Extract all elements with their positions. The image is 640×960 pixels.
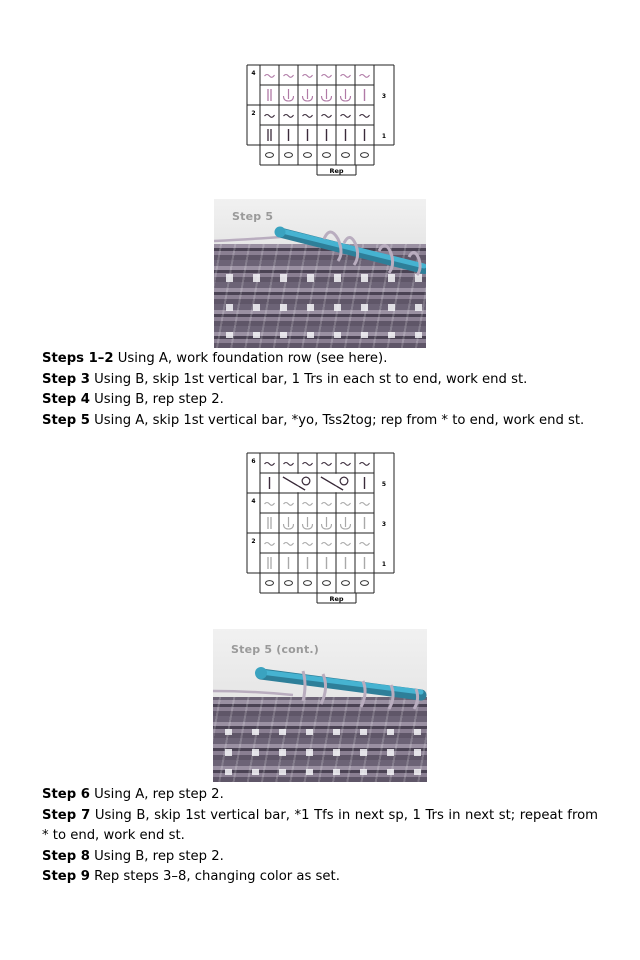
step-text: Using A, rep step 2. bbox=[89, 787, 224, 802]
row-number: 3 bbox=[381, 521, 387, 528]
step-text: Using B, skip 1st vertical bar, *1 Tfs in next sp, 1 Trs in next st; repeat from * to end, work end st. bbox=[42, 807, 598, 843]
repeat-label: Rep bbox=[329, 595, 344, 603]
row-number: 1 bbox=[381, 133, 387, 140]
step-text: Using A, work foundation row (see here). bbox=[113, 351, 388, 366]
row-number: 3 bbox=[381, 93, 387, 100]
row-number: 4 bbox=[251, 498, 256, 505]
step-label: Step 6 bbox=[42, 787, 90, 802]
step-label: Step 9 bbox=[42, 869, 90, 884]
stitch-chart-2 bbox=[247, 453, 396, 607]
step-item bbox=[42, 349, 598, 370]
step-label: Step 7 bbox=[42, 807, 91, 823]
repeat-label: Rep bbox=[329, 167, 344, 175]
step-item bbox=[42, 847, 598, 868]
row-number: 6 bbox=[251, 458, 256, 465]
step-label: Step 5 bbox=[42, 412, 90, 428]
step-item bbox=[42, 806, 598, 847]
step-text: Using B, rep step 2. bbox=[89, 392, 224, 407]
instructions-block-1 bbox=[42, 349, 598, 431]
step-label: Step 8 bbox=[42, 848, 90, 864]
step-item bbox=[42, 370, 598, 391]
step-text: Using B, skip 1st vertical bar, 1 Trs in each st to end, work end st. bbox=[89, 371, 528, 387]
step-label: Step 4 bbox=[42, 392, 90, 407]
step-label: Step 3 bbox=[42, 371, 90, 387]
step-text: Using A, skip 1st vertical bar, *yo, Tss2tog; rep from * to end, work end st. bbox=[89, 412, 585, 428]
step-item bbox=[42, 390, 598, 411]
step-text: Rep steps 3–8, changing color as set. bbox=[89, 869, 340, 884]
instructions-block-2 bbox=[42, 785, 598, 888]
step-text: Using B, rep step 2. bbox=[89, 848, 224, 864]
photo-step-5-cont bbox=[213, 629, 427, 782]
row-number: 5 bbox=[381, 481, 387, 488]
stitch-chart-1 bbox=[247, 65, 396, 179]
row-number: 2 bbox=[251, 538, 256, 545]
photo-caption: Step 5 bbox=[232, 210, 274, 223]
step-item bbox=[42, 785, 598, 806]
step-item bbox=[42, 411, 598, 432]
row-number: 4 bbox=[251, 70, 256, 77]
row-number: 1 bbox=[381, 561, 387, 568]
row-number: 2 bbox=[251, 110, 256, 117]
photo-caption: Step 5 (cont.) bbox=[231, 643, 320, 656]
step-item bbox=[42, 867, 598, 888]
photo-step-5 bbox=[214, 199, 426, 348]
step-label: Steps 1–2 bbox=[42, 351, 114, 366]
